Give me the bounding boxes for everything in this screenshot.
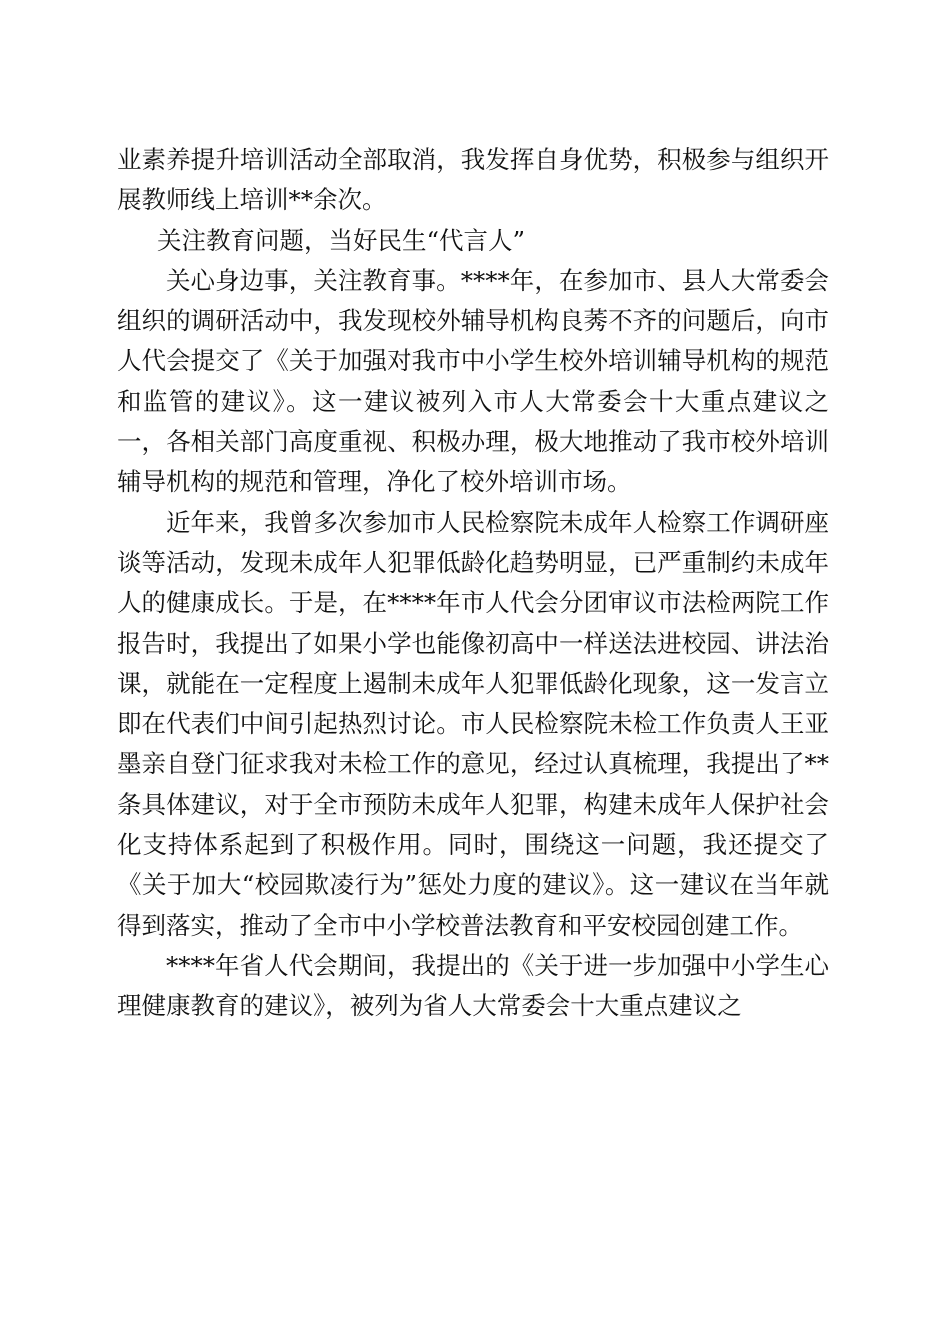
paragraph-body: ****年省人代会期间，我提出的《关于进一步加强中小学生心理健康教育的建议》，被列为省人大常委会十大重点建议之 — [117, 950, 829, 1021]
paragraph-continuation: 业素养提升培训活动全部取消，我发挥自身优势，积极参与组织开展教师线上培训**余次。 — [117, 145, 829, 215]
paragraph-body: 近年来，我曾多次参加市人民检察院未成年人检察工作调研座谈等活动，发现未成年人犯罪低龄化趋势明显，已严重制约未成年人的健康成长。于是，在****年市人代会分团审议市法检两院工作报告时，我提出了如果小学也能像初高中一样送法进校园、讲法治课，就能在一定程度上遏制未成年人犯罪低龄化现象，这一发言立即在代表们中间引起热烈讨论。市人民检察院未检工作负责人王亚墨亲自登门征求我对未检工作的意见，经过认真梳理，我提出了**条具体建议，对于全市预防未成年人犯罪，构建未成年人保护社会化支持体系起到了积极作用。同时，围绕这一问题，我还提交了《关于加大“校园欺凌行为”惩处力度的建议》。这一建议在当年就得到落实，推动了全市中小学校普法教育和平安校园创建工作。 — [117, 507, 829, 940]
paragraph-body: 关心身边事，关注教育事。****年，在参加市、县人大常委会组织的调研活动中，我发现校外辅导机构良莠不齐的问题后，向市人代会提交了《关于加强对我市中小学生校外培训辅导机构的规范和监管的建议》。这一建议被列入市人大常委会十大重点建议之一，各相关部门高度重视、积极办理，极大地推动了我市校外培训辅导机构的规范和管理，净化了校外培训市场。 — [117, 265, 829, 497]
document-page — [117, 140, 829, 1027]
section-heading: 关注教育问题，当好民生“代言人” — [157, 225, 526, 255]
